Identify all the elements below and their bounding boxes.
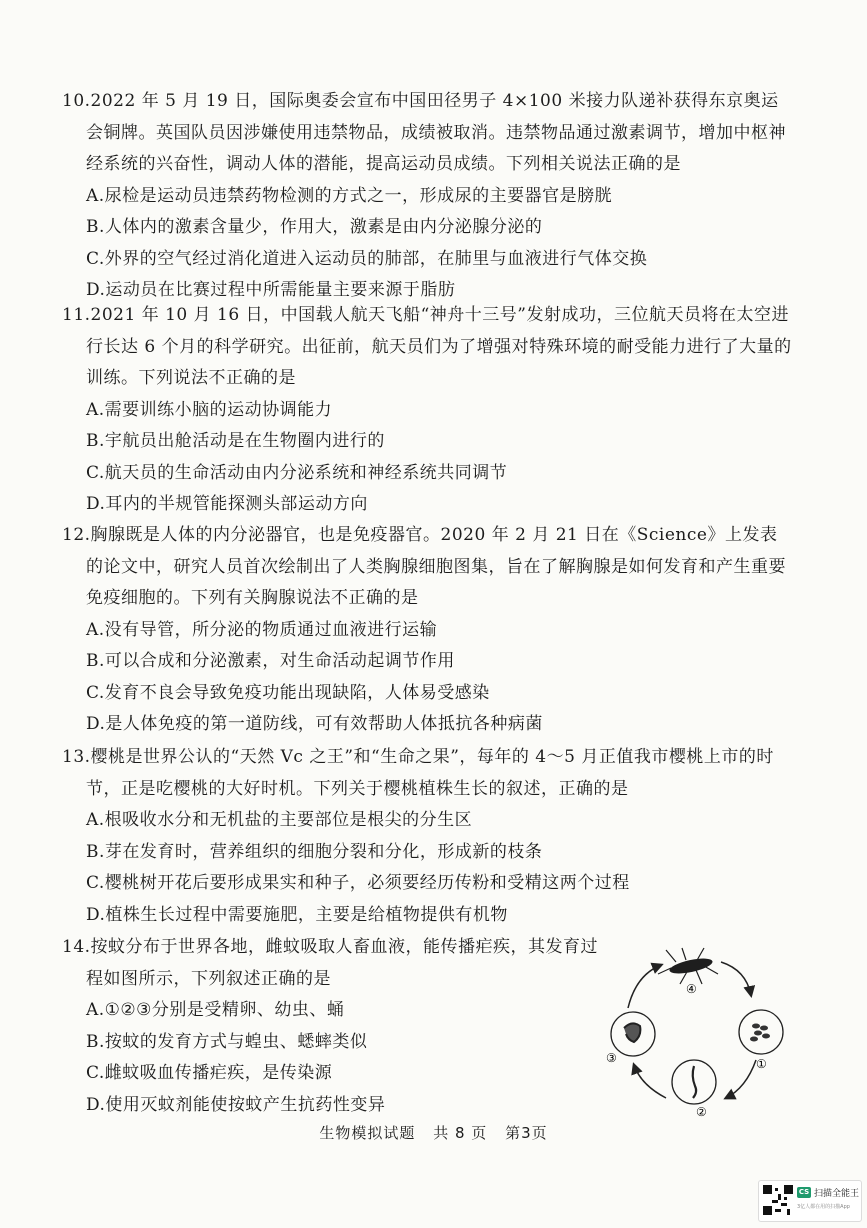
footer-page-number: 第3页 <box>505 1124 548 1142</box>
option-c: C.外界的空气经过消化道进入运动员的肺部，在肺里与血液进行气体交换 <box>86 248 648 269</box>
adult-mosquito-icon <box>658 948 718 984</box>
pupa-icon <box>624 1023 640 1042</box>
question-10 <box>62 86 792 307</box>
larva-icon <box>693 1066 696 1098</box>
option-c: C.发育不良会导致免疫功能出现缺陷，人体易受感染 <box>86 682 490 703</box>
footer-total-pages: 共 8 页 <box>433 1124 488 1142</box>
question-14 <box>62 932 602 1121</box>
cycle-arrow <box>628 965 661 1008</box>
cycle-arrow <box>721 962 751 995</box>
footer-title: 生物模拟试题 <box>319 1124 416 1142</box>
option-b: B.人体内的激素含量少，作用大，激素是由内分泌腺分泌的 <box>86 217 543 237</box>
egg-cluster-icon <box>750 1024 770 1042</box>
option-b: B.宇航员出舱活动是在生物圈内进行的 <box>86 431 385 451</box>
option-c: C.雌蚊吸血传播疟疾，是传染源 <box>86 1063 333 1083</box>
option-a: A.尿检是运动员违禁药物检测的方式之一，形成尿的主要器官是膀胱 <box>86 185 613 206</box>
question-11 <box>62 300 792 521</box>
stage-label-1: ① <box>756 1057 767 1071</box>
option-d: D.使用灭蚊剂能使按蚊产生抗药性变异 <box>86 1094 386 1115</box>
scanner-watermark-badge <box>758 1180 862 1222</box>
option-d: D.植株生长过程中需要施肥，主要是给植物提供有机物 <box>86 904 508 925</box>
question-stem: 11.2021 年 10 月 16 日，中国载人航天飞船“神舟十三号”发射成功，三位航天员将在太空进行长达 6 个月的科学研究。出征前，航天员们为了增强对特殊环境的耐受能力进行了大量的训练。下列说法不正确的是 <box>62 305 792 388</box>
question-stem: 10.2022 年 5 月 19 日，国际奥委会宣布中国田径男子 4×100 米接力队递补获得东京奥运会铜牌。英国队员因涉嫌使用违禁物品，成绩被取消。违禁物品通过激素调节，增加中枢神经系统的兴奋性，调动人体的潜能，提高运动员成绩。下列相关说法正确的是 <box>62 91 786 174</box>
stage-label-2: ② <box>696 1105 707 1119</box>
scanner-app-tagline: 3亿人都在用的扫描App <box>797 1204 850 1210</box>
question-stem: 13.樱桃是世界公认的“天然 Vc 之王”和“生命之果”，每年的 4～5 月正值我市樱桃上市的时节，正是吃樱桃的大好时机。下列关于樱桃植株生长的叙述，正确的是 <box>62 747 774 799</box>
option-d: D.运动员在比赛过程中所需能量主要来源于脂肪 <box>86 280 456 300</box>
option-b: B.芽在发育时，营养组织的细胞分裂和分化，形成新的枝条 <box>86 841 543 862</box>
option-d: D.耳内的半规管能探测头部运动方向 <box>86 494 368 514</box>
option-a: A.根吸收水分和无机盐的主要部位是根尖的分生区 <box>86 810 473 830</box>
option-c: C.樱桃树开花后要形成果实和种子，必须要经历传粉和受精这两个过程 <box>86 873 630 893</box>
option-c: C.航天员的生命活动由内分泌系统和神经系统共同调节 <box>86 462 508 483</box>
mosquito-life-cycle-figure <box>596 940 796 1120</box>
option-d: D.是人体免疫的第一道防线，可有效帮助人体抵抗各种病菌 <box>86 714 543 734</box>
option-b: B.按蚊的发育方式与蝗虫、蟋蟀类似 <box>86 1031 368 1052</box>
scanner-app-name: 扫描全能王 <box>814 1189 860 1199</box>
qr-code-icon <box>763 1185 793 1215</box>
scanner-logo-icon: CS <box>798 1188 810 1196</box>
option-b: B.可以合成和分泌激素，对生命活动起调节作用 <box>86 651 455 671</box>
option-a: A.没有导管，所分泌的物质通过血液进行运输 <box>86 619 438 640</box>
question-stem: 12.胸腺既是人体的内分泌器官，也是免疫器官。2020 年 2 月 21 日在《Science》上发表的论文中，研究人员首次绘制出了人类胸腺细胞图集，旨在了解胸腺是如何发育和产生重要免疫细胞的。下列有关胸腺说法不正确的是 <box>62 525 786 608</box>
question-13 <box>62 742 792 931</box>
question-12 <box>62 520 792 741</box>
stage-label-4: ④ <box>686 982 697 996</box>
cycle-arrow <box>634 1065 666 1098</box>
cycle-arrow <box>726 1060 756 1098</box>
stage-label-3: ③ <box>606 1051 617 1065</box>
option-a: A.①②③分别是受精卵、幼虫、蛹 <box>86 1000 345 1020</box>
page-footer <box>0 1122 867 1143</box>
option-a: A.需要训练小脑的运动协调能力 <box>86 399 333 420</box>
question-stem: 14.按蚊分布于世界各地，雌蚊吸取人畜血液，能传播疟疾，其发育过程如图所示，下列叙述正确的是 <box>62 937 599 989</box>
